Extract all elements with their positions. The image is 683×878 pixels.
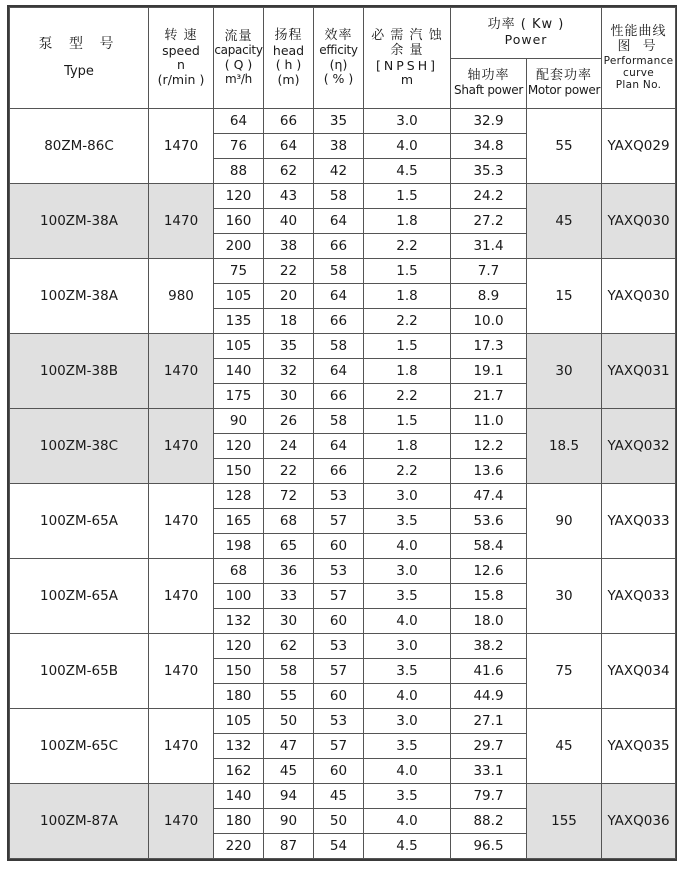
- head-cell: 20: [264, 284, 314, 309]
- capacity-cell: 175: [214, 384, 264, 409]
- head-cell: 87: [264, 834, 314, 859]
- motor-power-cell: 45: [527, 184, 602, 259]
- head-cell: 72: [264, 484, 314, 509]
- plan-no-cell: YAXQ034: [602, 634, 676, 709]
- head-cell: 47: [264, 734, 314, 759]
- motor-power-cell: 75: [527, 634, 602, 709]
- efficiency-cell: 53: [314, 709, 364, 734]
- npsh-cell: 3.5: [364, 509, 451, 534]
- head-cell: 32: [264, 359, 314, 384]
- motor-power-cell: 18.5: [527, 409, 602, 484]
- pump-type-cell: 100ZM-65A: [10, 484, 149, 559]
- capacity-cell: 120: [214, 634, 264, 659]
- capacity-cell: 198: [214, 534, 264, 559]
- speed-cell: 1470: [149, 709, 214, 784]
- motor-power-cell: 90: [527, 484, 602, 559]
- head-cell: 68: [264, 509, 314, 534]
- head-cell: 36: [264, 559, 314, 584]
- header-plan-en1: Performance: [603, 54, 674, 67]
- efficiency-cell: 60: [314, 759, 364, 784]
- head-cell: 35: [264, 334, 314, 359]
- header-efficiency: [314, 8, 364, 109]
- header-power: [451, 8, 602, 59]
- pump-type-cell: 100ZM-38A: [10, 184, 149, 259]
- npsh-cell: 4.0: [364, 809, 451, 834]
- header-npsh: [364, 8, 451, 109]
- header-shaft-en: Shaft power: [454, 83, 523, 98]
- pump-type-cell: 100ZM-38C: [10, 409, 149, 484]
- npsh-cell: 3.0: [364, 709, 451, 734]
- speed-cell: 1470: [149, 784, 214, 859]
- shaft-power-cell: 29.7: [451, 734, 527, 759]
- plan-no-cell: YAXQ033: [602, 559, 676, 634]
- header-npsh-cn1: 必 需 汽 蚀: [371, 27, 443, 43]
- head-cell: 62: [264, 159, 314, 184]
- npsh-cell: 4.0: [364, 609, 451, 634]
- capacity-cell: 200: [214, 234, 264, 259]
- capacity-cell: 105: [214, 334, 264, 359]
- head-cell: 38: [264, 234, 314, 259]
- shaft-power-cell: 10.0: [451, 309, 527, 334]
- pump-type-cell: 100ZM-38B: [10, 334, 149, 409]
- capacity-cell: 180: [214, 809, 264, 834]
- capacity-cell: 150: [214, 659, 264, 684]
- capacity-cell: 132: [214, 734, 264, 759]
- shaft-power-cell: 12.2: [451, 434, 527, 459]
- npsh-cell: 3.0: [364, 109, 451, 134]
- capacity-cell: 120: [214, 434, 264, 459]
- header-plan: [602, 8, 676, 109]
- capacity-cell: 90: [214, 409, 264, 434]
- head-cell: 90: [264, 809, 314, 834]
- capacity-cell: 88: [214, 159, 264, 184]
- shaft-power-cell: 27.2: [451, 209, 527, 234]
- head-cell: 30: [264, 384, 314, 409]
- shaft-power-cell: 19.1: [451, 359, 527, 384]
- capacity-cell: 180: [214, 684, 264, 709]
- capacity-cell: 105: [214, 284, 264, 309]
- table-body: [10, 109, 676, 859]
- pump-type-cell: 100ZM-87A: [10, 784, 149, 859]
- efficiency-cell: 57: [314, 659, 364, 684]
- header-type: [10, 8, 149, 109]
- header-efficiency-unit: ( % ): [323, 71, 354, 87]
- npsh-cell: 1.5: [364, 334, 451, 359]
- header-capacity-en: capacity: [214, 43, 263, 58]
- capacity-cell: 135: [214, 309, 264, 334]
- shaft-power-cell: 44.9: [451, 684, 527, 709]
- plan-no-cell: YAXQ029: [602, 109, 676, 184]
- npsh-cell: 4.0: [364, 134, 451, 159]
- table-row: [10, 409, 676, 434]
- capacity-cell: 105: [214, 709, 264, 734]
- speed-cell: 1470: [149, 484, 214, 559]
- shaft-power-cell: 7.7: [451, 259, 527, 284]
- header-motor-cn: 配套功率: [536, 68, 593, 84]
- shaft-power-cell: 38.2: [451, 634, 527, 659]
- head-cell: 30: [264, 609, 314, 634]
- efficiency-cell: 60: [314, 609, 364, 634]
- shaft-power-cell: 41.6: [451, 659, 527, 684]
- shaft-power-cell: 88.2: [451, 809, 527, 834]
- table-row: [10, 784, 676, 809]
- capacity-cell: 64: [214, 109, 264, 134]
- header-type-cn: 泵 型 号: [38, 36, 120, 53]
- header-capacity-sym: ( Q ): [224, 57, 253, 73]
- plan-no-cell: YAXQ030: [602, 259, 676, 334]
- header-row: [10, 8, 676, 59]
- npsh-cell: 2.2: [364, 459, 451, 484]
- speed-cell: 1470: [149, 334, 214, 409]
- plan-no-cell: YAXQ030: [602, 184, 676, 259]
- pump-type-cell: 100ZM-65B: [10, 634, 149, 709]
- header-head-cn: 扬程: [274, 27, 303, 43]
- efficiency-cell: 66: [314, 234, 364, 259]
- header-power-en: Power: [504, 32, 548, 48]
- head-cell: 66: [264, 109, 314, 134]
- npsh-cell: 4.0: [364, 684, 451, 709]
- npsh-cell: 1.8: [364, 359, 451, 384]
- npsh-cell: 3.0: [364, 634, 451, 659]
- efficiency-cell: 66: [314, 384, 364, 409]
- efficiency-cell: 64: [314, 209, 364, 234]
- pump-type-cell: 100ZM-65A: [10, 559, 149, 634]
- shaft-power-cell: 31.4: [451, 234, 527, 259]
- speed-cell: 1470: [149, 409, 214, 484]
- efficiency-cell: 53: [314, 484, 364, 509]
- header-capacity: [214, 8, 264, 109]
- table-row: [10, 184, 676, 209]
- shaft-power-cell: 27.1: [451, 709, 527, 734]
- shaft-power-cell: 15.8: [451, 584, 527, 609]
- head-cell: 45: [264, 759, 314, 784]
- efficiency-cell: 66: [314, 459, 364, 484]
- npsh-cell: 1.5: [364, 184, 451, 209]
- efficiency-cell: 66: [314, 309, 364, 334]
- header-plan-en2: curve: [623, 66, 654, 79]
- capacity-cell: 76: [214, 134, 264, 159]
- shaft-power-cell: 24.2: [451, 184, 527, 209]
- efficiency-cell: 50: [314, 809, 364, 834]
- npsh-cell: 4.0: [364, 534, 451, 559]
- efficiency-cell: 60: [314, 684, 364, 709]
- shaft-power-cell: 58.4: [451, 534, 527, 559]
- head-cell: 40: [264, 209, 314, 234]
- head-cell: 58: [264, 659, 314, 684]
- table-row: [10, 634, 676, 659]
- npsh-cell: 1.8: [364, 209, 451, 234]
- capacity-cell: 162: [214, 759, 264, 784]
- shaft-power-cell: 35.3: [451, 159, 527, 184]
- shaft-power-cell: 18.0: [451, 609, 527, 634]
- npsh-cell: 2.2: [364, 234, 451, 259]
- shaft-power-cell: 8.9: [451, 284, 527, 309]
- header-type-en: Type: [64, 63, 94, 79]
- efficiency-cell: 64: [314, 359, 364, 384]
- npsh-cell: 1.8: [364, 434, 451, 459]
- capacity-cell: 100: [214, 584, 264, 609]
- table-row: [10, 484, 676, 509]
- header-plan-en3: Plan No.: [615, 78, 662, 91]
- motor-power-cell: 30: [527, 559, 602, 634]
- head-cell: 26: [264, 409, 314, 434]
- npsh-cell: 3.5: [364, 734, 451, 759]
- head-cell: 65: [264, 534, 314, 559]
- shaft-power-cell: 33.1: [451, 759, 527, 784]
- npsh-cell: 1.5: [364, 409, 451, 434]
- pump-spec-sheet: [7, 5, 677, 861]
- plan-no-cell: YAXQ035: [602, 709, 676, 784]
- speed-cell: 1470: [149, 184, 214, 259]
- shaft-power-cell: 13.6: [451, 459, 527, 484]
- header-shaft-cn: 轴功率: [467, 68, 510, 84]
- capacity-cell: 165: [214, 509, 264, 534]
- pump-type-cell: 80ZM-86C: [10, 109, 149, 184]
- header-efficiency-cn: 效率: [324, 28, 353, 44]
- efficiency-cell: 64: [314, 434, 364, 459]
- npsh-cell: 3.5: [364, 659, 451, 684]
- npsh-cell: 4.5: [364, 834, 451, 859]
- shaft-power-cell: 34.8: [451, 134, 527, 159]
- head-cell: 94: [264, 784, 314, 809]
- npsh-cell: 3.0: [364, 484, 451, 509]
- plan-no-cell: YAXQ033: [602, 484, 676, 559]
- speed-cell: 1470: [149, 559, 214, 634]
- header-efficiency-sym: (η): [329, 56, 348, 72]
- efficiency-cell: 58: [314, 184, 364, 209]
- efficiency-cell: 60: [314, 534, 364, 559]
- header-head-en: head: [272, 42, 305, 58]
- npsh-cell: 1.5: [364, 259, 451, 284]
- capacity-cell: 140: [214, 359, 264, 384]
- efficiency-cell: 58: [314, 259, 364, 284]
- shaft-power-cell: 96.5: [451, 834, 527, 859]
- npsh-cell: 3.5: [364, 584, 451, 609]
- plan-no-cell: YAXQ036: [602, 784, 676, 859]
- shaft-power-cell: 12.6: [451, 559, 527, 584]
- pump-type-cell: 100ZM-65C: [10, 709, 149, 784]
- npsh-cell: 3.0: [364, 559, 451, 584]
- motor-power-cell: 55: [527, 109, 602, 184]
- header-speed-cn: 转 速: [164, 27, 198, 43]
- speed-cell: 1470: [149, 109, 214, 184]
- head-cell: 22: [264, 459, 314, 484]
- efficiency-cell: 35: [314, 109, 364, 134]
- capacity-cell: 140: [214, 784, 264, 809]
- shaft-power-cell: 17.3: [451, 334, 527, 359]
- header-speed-unit: (r/min ): [157, 71, 205, 87]
- header-capacity-unit: m³/h: [225, 71, 252, 86]
- shaft-power-cell: 32.9: [451, 109, 527, 134]
- header-shaft-power: [451, 59, 527, 109]
- table-row: [10, 559, 676, 584]
- header-speed-en: speed: [162, 42, 200, 58]
- efficiency-cell: 57: [314, 584, 364, 609]
- efficiency-cell: 57: [314, 509, 364, 534]
- shaft-power-cell: 79.7: [451, 784, 527, 809]
- header-capacity-cn: 流量: [224, 28, 253, 44]
- header-npsh-unit: m: [400, 71, 414, 87]
- head-cell: 24: [264, 434, 314, 459]
- header-power-cn: 功率 ( Kw ): [487, 17, 565, 33]
- header-speed-sym: n: [177, 57, 185, 73]
- table-row: [10, 334, 676, 359]
- capacity-cell: 68: [214, 559, 264, 584]
- header-motor-power: [527, 59, 602, 109]
- efficiency-cell: 45: [314, 784, 364, 809]
- head-cell: 22: [264, 259, 314, 284]
- shaft-power-cell: 53.6: [451, 509, 527, 534]
- capacity-cell: 128: [214, 484, 264, 509]
- capacity-cell: 220: [214, 834, 264, 859]
- header-npsh-cn2: 余 量: [390, 42, 424, 58]
- capacity-cell: 132: [214, 609, 264, 634]
- efficiency-cell: 58: [314, 334, 364, 359]
- head-cell: 18: [264, 309, 314, 334]
- head-cell: 50: [264, 709, 314, 734]
- efficiency-cell: 57: [314, 734, 364, 759]
- header-speed: [149, 8, 214, 109]
- npsh-cell: 4.5: [364, 159, 451, 184]
- table-row: [10, 259, 676, 284]
- head-cell: 43: [264, 184, 314, 209]
- npsh-cell: 2.2: [364, 384, 451, 409]
- efficiency-cell: 53: [314, 634, 364, 659]
- efficiency-cell: 53: [314, 559, 364, 584]
- header-plan-cn1: 性能曲线: [610, 23, 667, 39]
- motor-power-cell: 15: [527, 259, 602, 334]
- efficiency-cell: 42: [314, 159, 364, 184]
- efficiency-cell: 38: [314, 134, 364, 159]
- capacity-cell: 75: [214, 259, 264, 284]
- plan-no-cell: YAXQ031: [602, 334, 676, 409]
- npsh-cell: 3.5: [364, 784, 451, 809]
- speed-cell: 1470: [149, 634, 214, 709]
- pump-type-cell: 100ZM-38A: [10, 259, 149, 334]
- npsh-cell: 1.8: [364, 284, 451, 309]
- head-cell: 33: [264, 584, 314, 609]
- plan-no-cell: YAXQ032: [602, 409, 676, 484]
- speed-cell: 980: [149, 259, 214, 334]
- header-npsh-en: [NPSH]: [376, 57, 438, 73]
- header-plan-cn2: 图 号: [617, 38, 660, 54]
- motor-power-cell: 155: [527, 784, 602, 859]
- head-cell: 62: [264, 634, 314, 659]
- npsh-cell: 2.2: [364, 309, 451, 334]
- efficiency-cell: 58: [314, 409, 364, 434]
- capacity-cell: 150: [214, 459, 264, 484]
- capacity-cell: 120: [214, 184, 264, 209]
- npsh-cell: 4.0: [364, 759, 451, 784]
- motor-power-cell: 45: [527, 709, 602, 784]
- head-cell: 55: [264, 684, 314, 709]
- table-row: [10, 709, 676, 734]
- header-efficiency-en: efficity: [319, 43, 358, 58]
- header-head-unit: (m): [277, 71, 300, 87]
- efficiency-cell: 54: [314, 834, 364, 859]
- pump-performance-table: [9, 7, 676, 859]
- header-motor-en: Motor power: [527, 83, 601, 98]
- header-head: [264, 8, 314, 109]
- capacity-cell: 160: [214, 209, 264, 234]
- shaft-power-cell: 21.7: [451, 384, 527, 409]
- motor-power-cell: 30: [527, 334, 602, 409]
- shaft-power-cell: 47.4: [451, 484, 527, 509]
- header-head-sym: ( h ): [275, 57, 302, 73]
- table-row: [10, 109, 676, 134]
- head-cell: 64: [264, 134, 314, 159]
- efficiency-cell: 64: [314, 284, 364, 309]
- shaft-power-cell: 11.0: [451, 409, 527, 434]
